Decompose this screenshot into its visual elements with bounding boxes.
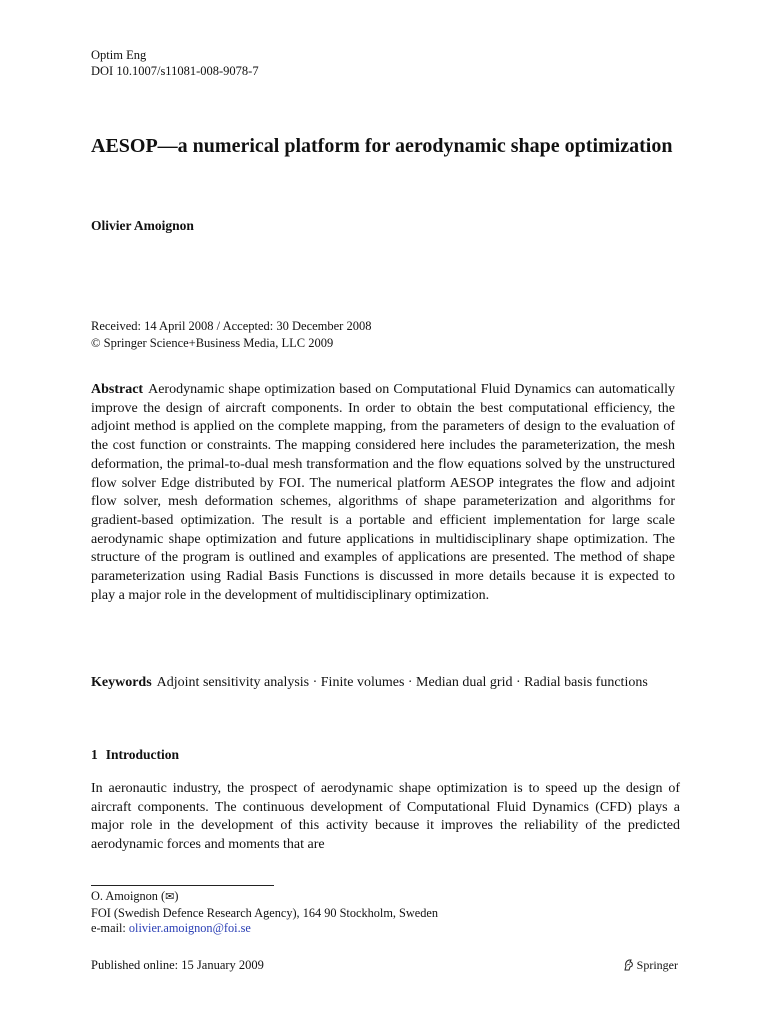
received-accepted: Received: 14 April 2008 / Accepted: 30 December 2008	[91, 319, 372, 333]
abstract-text: Aerodynamic shape optimization based on Computational Fluid Dynamics can automatically improve the design of aircraft components. In order to obtain the best computational efficiency, the adjoint method is applied on the complete mapping, from the parameters of design to the evaluation of the cost function or constraints. The mapping considered here includes the parameterization, the mesh deformation, the primal-to-dual mesh transformation and the flow equations solved by the unstructured flow solver Edge distributed by FOI. The numerical platform AESOP integrates the flow and adjoint flow solver, mesh deformation schemes, algorithms of shape parameterization and algorithms for gradient-based optimization. The result is a portable and efficient implementation for large scale aerodynamic shape optimization and future applications in multidisciplinary shape optimization. The structure of the program is outlined and examples of applications are presented. The method of shape parameterization using Radial Basis Functions is discussed in more details because it is expected to play a major role in the development of multidisciplinary optimization.	[91, 382, 675, 603]
journal-header	[91, 47, 259, 79]
paper-page	[91, 0, 680, 1024]
corresponding-author	[91, 889, 438, 906]
section-title: Introduction	[105, 747, 180, 762]
doi: DOI 10.1007/s11081-008-9078-7	[91, 64, 259, 78]
copyright: © Springer Science+Business Media, LLC 2009	[91, 335, 334, 350]
abstract-label: Abstract	[91, 382, 144, 397]
footnote-divider	[91, 885, 274, 886]
keywords	[91, 674, 675, 693]
publication-history	[91, 318, 371, 351]
journal-name: Optim Eng	[91, 48, 147, 62]
affiliation: FOI (Swedish Defence Research Agency), 164 90 Stockholm, Sweden	[91, 905, 438, 920]
footnote-author-end: )	[174, 889, 179, 903]
email-line	[91, 921, 438, 937]
publisher-logo	[623, 957, 678, 973]
publisher-name: Springer	[636, 958, 678, 972]
envelope-icon: ✉	[165, 891, 175, 903]
published-online: Published online: 15 January 2009	[91, 958, 264, 972]
email-label: e-mail:	[91, 921, 129, 935]
author-name: Olivier Amoignon	[91, 218, 194, 233]
abstract	[91, 381, 675, 605]
keywords-label: Keywords	[91, 675, 152, 690]
paper-title: AESOP—a numerical platform for aerodynamic shape optimization	[91, 135, 673, 157]
section-body: In aeronautic industry, the prospect of aerodynamic shape optimization is to speed up the design of aircraft components. The continuous development of Computational Fluid Dynamics (CFD) plays a major role in the development of this activity because it improves the reliability of the predicted aerodynamic forces and moments that are	[91, 781, 680, 853]
email-link[interactable]: olivier.amoignon@foi.se	[128, 921, 251, 935]
footnote-author: O. Amoignon (	[91, 889, 166, 903]
keywords-text: Adjoint sensitivity analysis · Finite volumes · Median dual grid · Radial basis functions	[156, 675, 648, 690]
section-heading	[91, 746, 179, 764]
springer-horse-icon	[623, 959, 634, 971]
footnote	[91, 889, 438, 937]
section-number: 1	[91, 747, 98, 762]
